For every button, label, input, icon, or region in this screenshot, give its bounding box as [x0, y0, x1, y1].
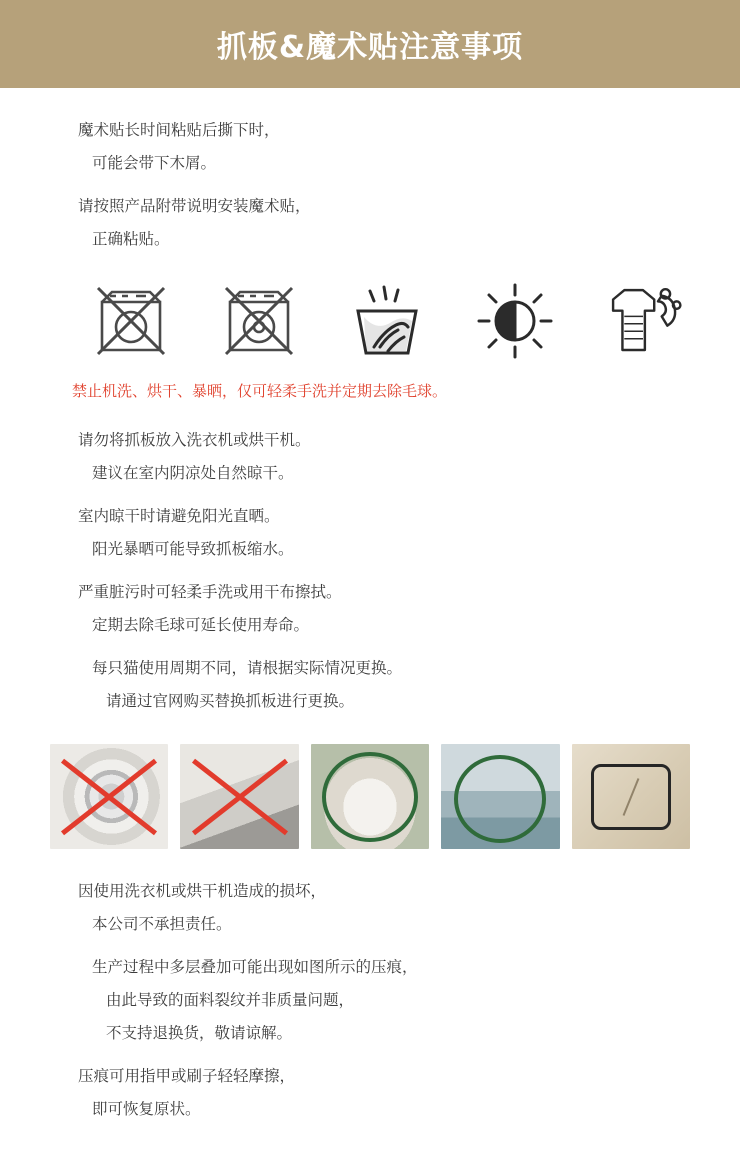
spacer [78, 490, 700, 500]
spacer [78, 941, 700, 951]
remove-pilling-icon [600, 278, 686, 364]
disclaimer-line-5: 不支持退换货，敬请谅解。 [106, 1025, 293, 1042]
care-line-5: 严重脏污时可轻柔手洗或用干布擦拭。 [78, 584, 342, 601]
spacer [78, 180, 700, 190]
velcro-line-4: 正确粘贴。 [92, 231, 170, 248]
photo-no-washing-machine [50, 744, 168, 849]
no-machine-wash-icon [88, 278, 174, 364]
disclaimer-line-7: 即可恢复原状。 [92, 1101, 201, 1118]
photo-basin-wash-ok [441, 744, 559, 849]
page-title: 抓板&魔术贴注意事项 [216, 30, 524, 65]
spacer [78, 642, 700, 652]
care-line-7: 每只猫使用周期不同，请根据实际情况更换。 [92, 660, 403, 677]
page-content [0, 88, 740, 1126]
disclaimer-line-2: 本公司不承担责任。 [92, 916, 232, 933]
photo-no-dryer [180, 744, 298, 849]
photo-hand-wash-ok [311, 744, 429, 849]
care-warning-text: 禁止机洗、烘干、暴晒，仅可轻柔手洗并定期去除毛球。 [72, 383, 448, 400]
care-line-6: 定期去除毛球可延长使用寿命。 [92, 617, 310, 634]
spacer [78, 566, 700, 576]
photo-crease-mark [572, 744, 690, 849]
disclaimer-notes [0, 875, 740, 1126]
velcro-notes [0, 114, 740, 256]
page-header [0, 0, 740, 88]
disclaimer-line-6: 压痕可用指甲或刷子轻轻摩擦， [78, 1068, 296, 1085]
care-symbol-row [0, 256, 740, 370]
velcro-line-3: 请按照产品附带说明安装魔术贴， [78, 198, 311, 215]
disclaimer-line-3: 生产过程中多层叠加可能出现如图所示的压痕， [92, 959, 418, 976]
spacer [0, 406, 740, 424]
no-direct-sunlight-icon [472, 278, 558, 364]
care-line-8: 请通过官网购买替换抓板进行更换。 [106, 693, 355, 710]
crease-line [622, 778, 639, 816]
spacer [78, 1050, 700, 1060]
disclaimer-line-1: 因使用洗衣机或烘干机造成的损坏， [78, 883, 327, 900]
no-tumble-dry-icon [216, 278, 302, 364]
hand-wash-icon [344, 278, 430, 364]
care-instructions [0, 424, 740, 718]
velcro-line-1: 魔术贴长时间粘贴后撕下时， [78, 122, 280, 139]
photo-strip [0, 718, 740, 849]
disclaimer-line-4: 由此导致的面料裂纹并非质量问题， [106, 992, 355, 1009]
spacer [0, 88, 740, 114]
care-line-3: 室内晾干时请避免阳光直晒。 [78, 508, 280, 525]
care-line-1: 请勿将抓板放入洗衣机或烘干机。 [78, 432, 311, 449]
velcro-line-2: 可能会带下木屑。 [92, 155, 217, 172]
spacer [0, 849, 740, 875]
care-line-4: 阳光暴晒可能导致抓板缩水。 [92, 541, 294, 558]
care-line-2: 建议在室内阴凉处自然晾干。 [92, 465, 294, 482]
